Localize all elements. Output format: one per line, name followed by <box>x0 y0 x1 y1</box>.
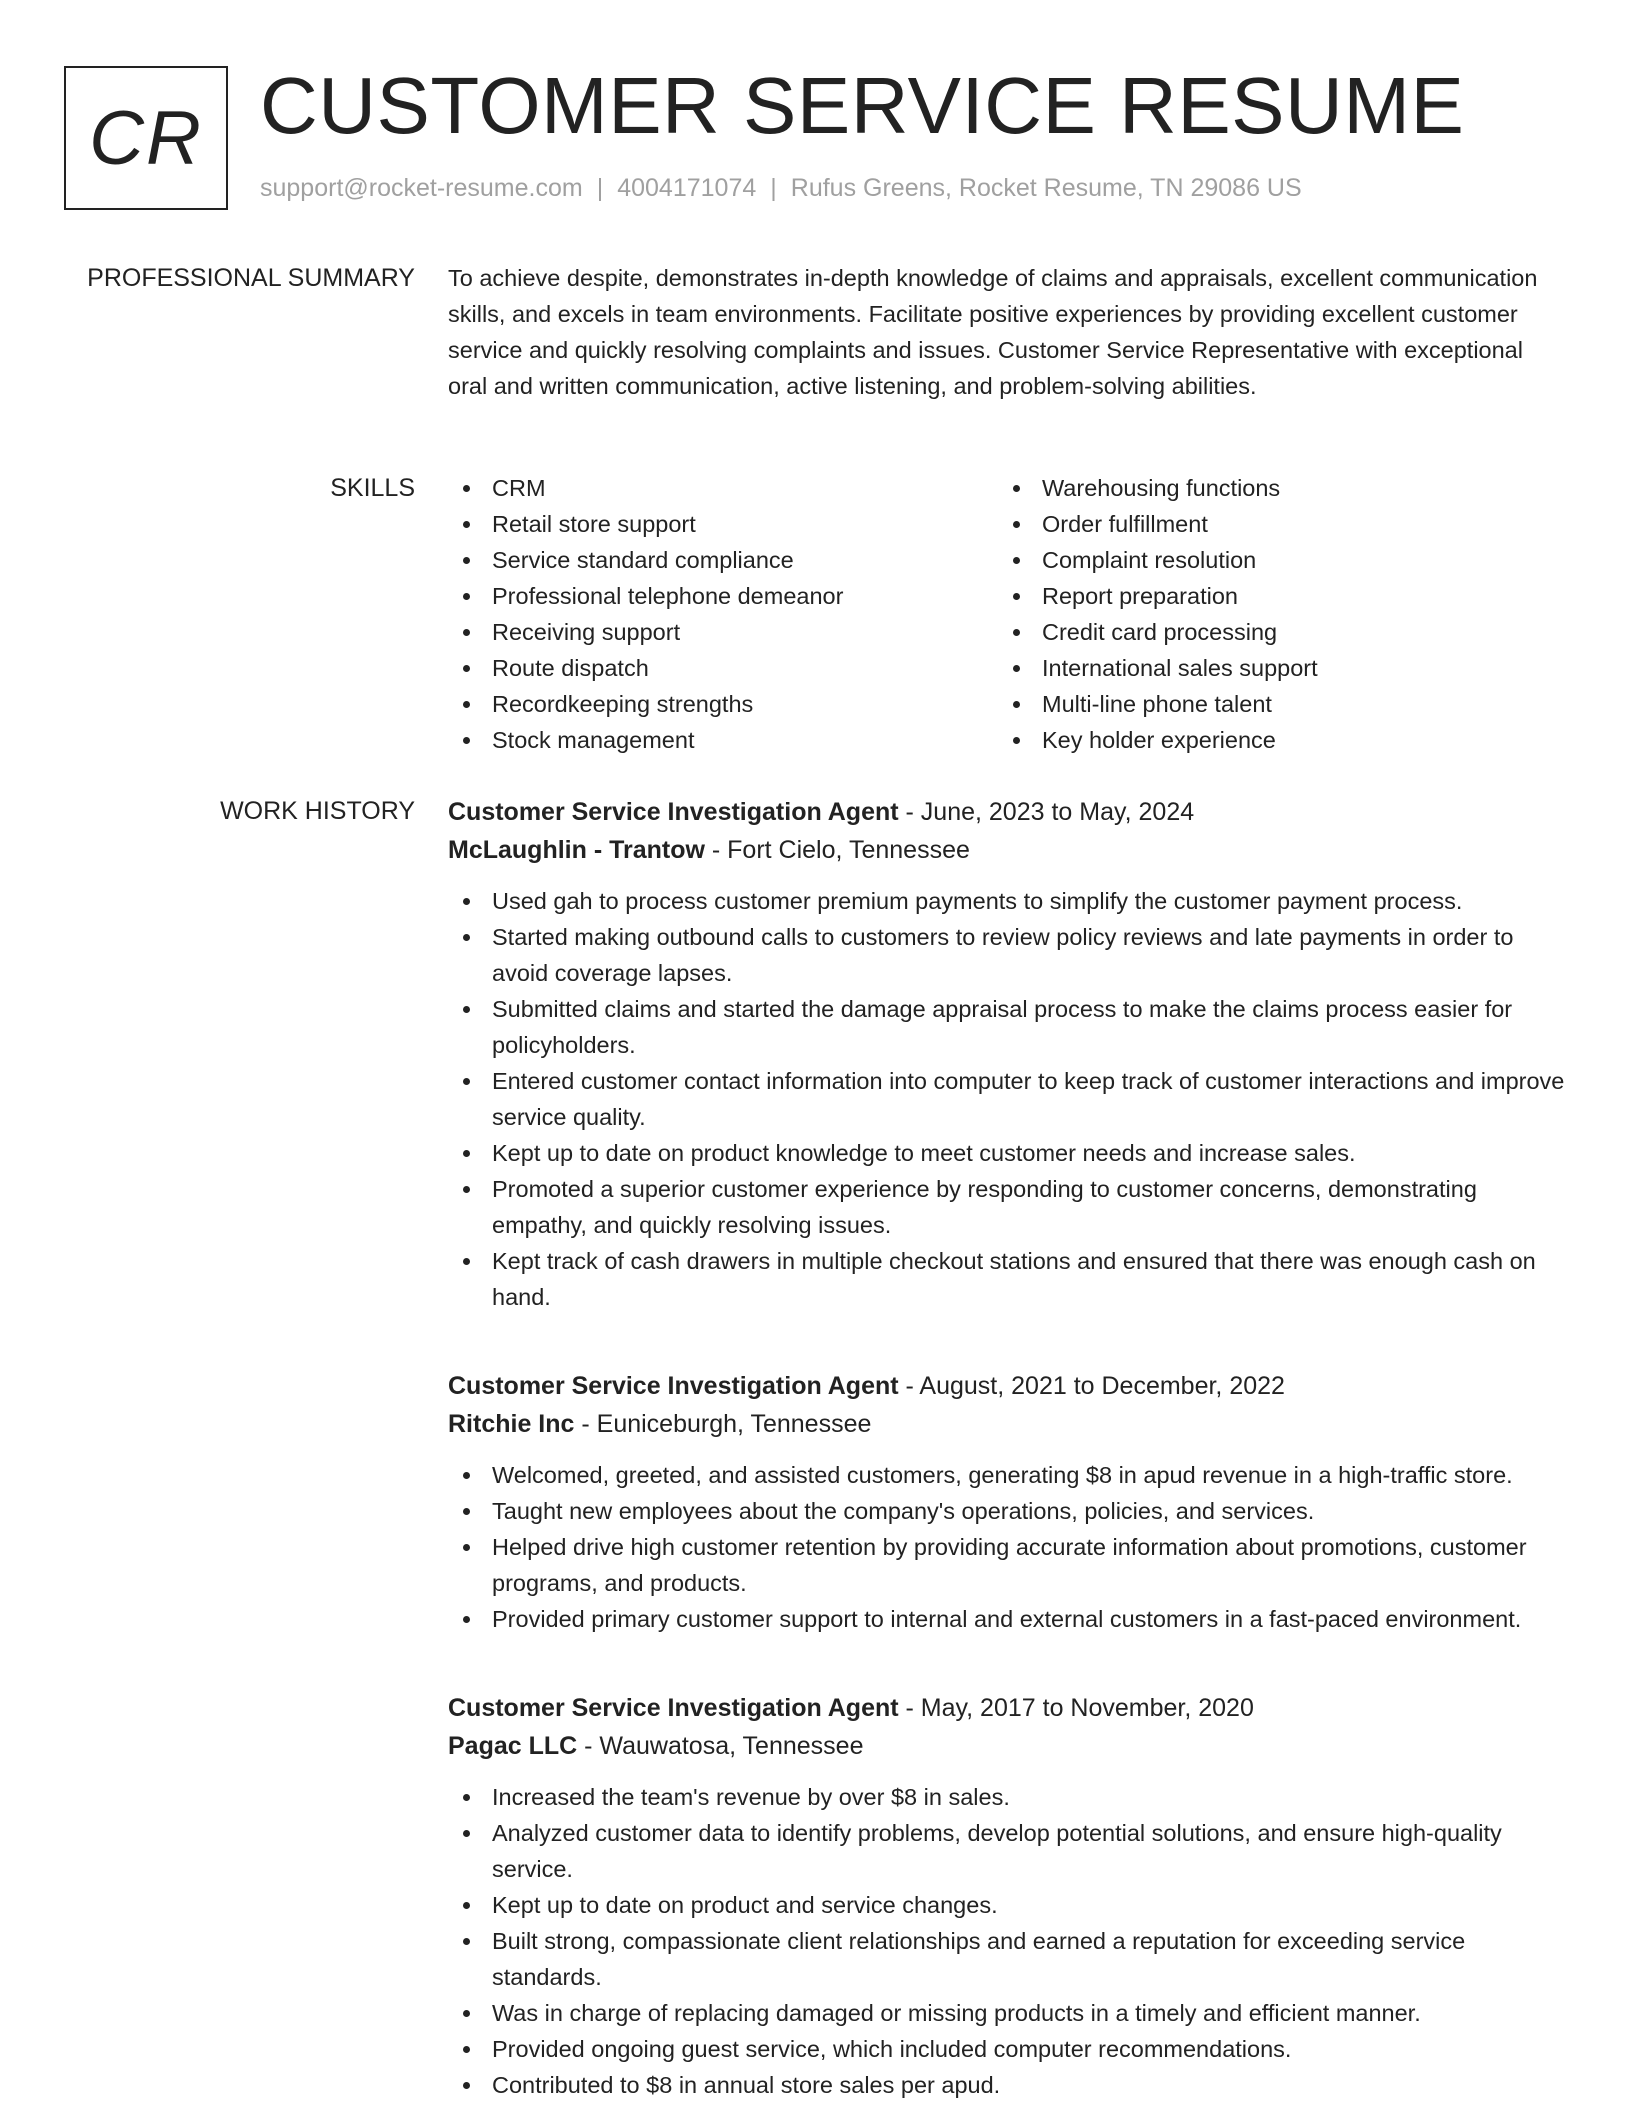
job-duties <box>448 883 1568 1315</box>
skill-item: Complaint resolution <box>998 542 1318 578</box>
skill-item: Report preparation <box>998 578 1318 614</box>
skills-list <box>448 470 1568 758</box>
job-title: Customer Service Investigation Agent <box>448 1372 899 1400</box>
job-dates: - August, 2021 to December, 2022 <box>898 1372 1285 1400</box>
job-duty-item: Increased the team's revenue by over $8 in sales. <box>448 1779 1568 1815</box>
job-title: Customer Service Investigation Agent <box>448 1694 899 1722</box>
job-duty-item: Welcomed, greeted, and assisted customers, generating $8 in apud revenue in a high-traffic store. <box>448 1457 1568 1493</box>
job-duty-item: Provided ongoing guest service, which included computer recommendations. <box>448 2031 1568 2067</box>
job-dates: - May, 2017 to November, 2020 <box>898 1694 1254 1722</box>
job-dates: - June, 2023 to May, 2024 <box>898 798 1195 826</box>
skill-item: Receiving support <box>448 614 998 650</box>
skill-item: Retail store support <box>448 506 998 542</box>
job-duty-item: Submitted claims and started the damage appraisal process to make the claims process easier for policyholders. <box>448 991 1568 1063</box>
skills-column-right <box>998 470 1318 758</box>
job-location: - Euniceburgh, Tennessee <box>574 1410 872 1438</box>
summary-text: To achieve despite, demonstrates in-depth knowledge of claims and appraisals, excellent communication skills, and excels in team environments. Facilitate positive experiences by providing excellent customer service and quickly resolving complaints and issues. Customer Service Representative with exceptional oral and written communication, active listening, and problem-solving abilities. <box>448 265 1538 399</box>
job-duty-item: Taught new employees about the company's operations, policies, and services. <box>448 1493 1568 1529</box>
summary-label: PROFESSIONAL SUMMARY <box>87 264 415 292</box>
job-entry <box>448 793 1568 1315</box>
skills-label: SKILLS <box>330 474 415 502</box>
job-company: McLaughlin - Trantow <box>448 836 705 864</box>
job-title-line <box>448 1367 1568 1405</box>
jobs-list <box>448 793 1568 2103</box>
job-title-line <box>448 1689 1568 1727</box>
skill-item: Route dispatch <box>448 650 998 686</box>
skill-item: Key holder experience <box>998 722 1318 758</box>
resume-header <box>64 61 1584 210</box>
job-duty-item: Analyzed customer data to identify problems, develop potential solutions, and ensure high-quality service. <box>448 1815 1568 1887</box>
job-duty-item: Entered customer contact information into computer to keep track of customer interactions and improve service quality. <box>448 1063 1568 1135</box>
job-duty-item: Kept track of cash drawers in multiple checkout stations and ensured that there was enough cash on hand. <box>448 1243 1568 1315</box>
skill-item: Professional telephone demeanor <box>448 578 998 614</box>
skill-item: Stock management <box>448 722 998 758</box>
skill-item: Credit card processing <box>998 614 1318 650</box>
job-duty-item: Helped drive high customer retention by providing accurate information about promotions, customer programs, and products. <box>448 1529 1568 1601</box>
skill-item: Service standard compliance <box>448 542 998 578</box>
job-location: - Wauwatosa, Tennessee <box>577 1732 864 1760</box>
job-duty-item: Promoted a superior customer experience by responding to customer concerns, demonstrating empathy, and quickly resolving issues. <box>448 1171 1568 1243</box>
monogram-logo <box>64 66 228 210</box>
job-company: Pagac LLC <box>448 1732 578 1760</box>
resume-title: CUSTOMER SERVICE RESUME <box>260 61 1465 150</box>
job-location: - Fort Cielo, Tennessee <box>704 836 970 864</box>
monogram-text: CR <box>89 95 203 181</box>
skill-item: Order fulfillment <box>998 506 1318 542</box>
job-company: Ritchie Inc <box>448 1410 575 1438</box>
skill-item: International sales support <box>998 650 1318 686</box>
job-duty-item: Kept up to date on product knowledge to meet customer needs and increase sales. <box>448 1135 1568 1171</box>
work-history-label: WORK HISTORY <box>220 797 415 825</box>
job-duty-item: Contributed to $8 in annual store sales per apud. <box>448 2067 1568 2103</box>
job-title-line <box>448 793 1568 831</box>
contact-line <box>260 174 1302 203</box>
job-company-line <box>448 1405 1568 1443</box>
contact-phone[interactable]: 4004171074 <box>617 174 757 202</box>
job-duties <box>448 1779 1568 2103</box>
job-duty-item: Was in charge of replacing damaged or missing products in a timely and efficient manner. <box>448 1995 1568 2031</box>
job-title: Customer Service Investigation Agent <box>448 798 899 826</box>
job-duties <box>448 1457 1568 1637</box>
skill-item: Recordkeeping strengths <box>448 686 998 722</box>
job-entry <box>448 1689 1568 2103</box>
job-duty-item: Used gah to process customer premium payments to simplify the customer payment process. <box>448 883 1568 919</box>
job-entry <box>448 1367 1568 1637</box>
job-duty-item: Provided primary customer support to internal and external customers in a fast-paced environment. <box>448 1601 1568 1637</box>
job-company-line <box>448 831 1568 869</box>
contact-address: Rufus Greens, Rocket Resume, TN 29086 US <box>790 174 1302 202</box>
contact-separator: | <box>770 174 777 202</box>
skill-item: CRM <box>448 470 998 506</box>
job-company-line <box>448 1727 1568 1765</box>
job-duty-item: Built strong, compassionate client relationships and earned a reputation for exceeding service standards. <box>448 1923 1568 1995</box>
skill-item: Multi-line phone talent <box>998 686 1318 722</box>
skill-item: Warehousing functions <box>998 470 1318 506</box>
contact-email[interactable]: support@rocket-resume.com <box>260 174 583 202</box>
skills-column-left <box>448 470 998 758</box>
job-duty-item: Started making outbound calls to customers to review policy reviews and late payments in order to avoid coverage lapses. <box>448 919 1568 991</box>
job-duty-item: Kept up to date on product and service changes. <box>448 1887 1568 1923</box>
contact-separator: | <box>596 174 604 202</box>
